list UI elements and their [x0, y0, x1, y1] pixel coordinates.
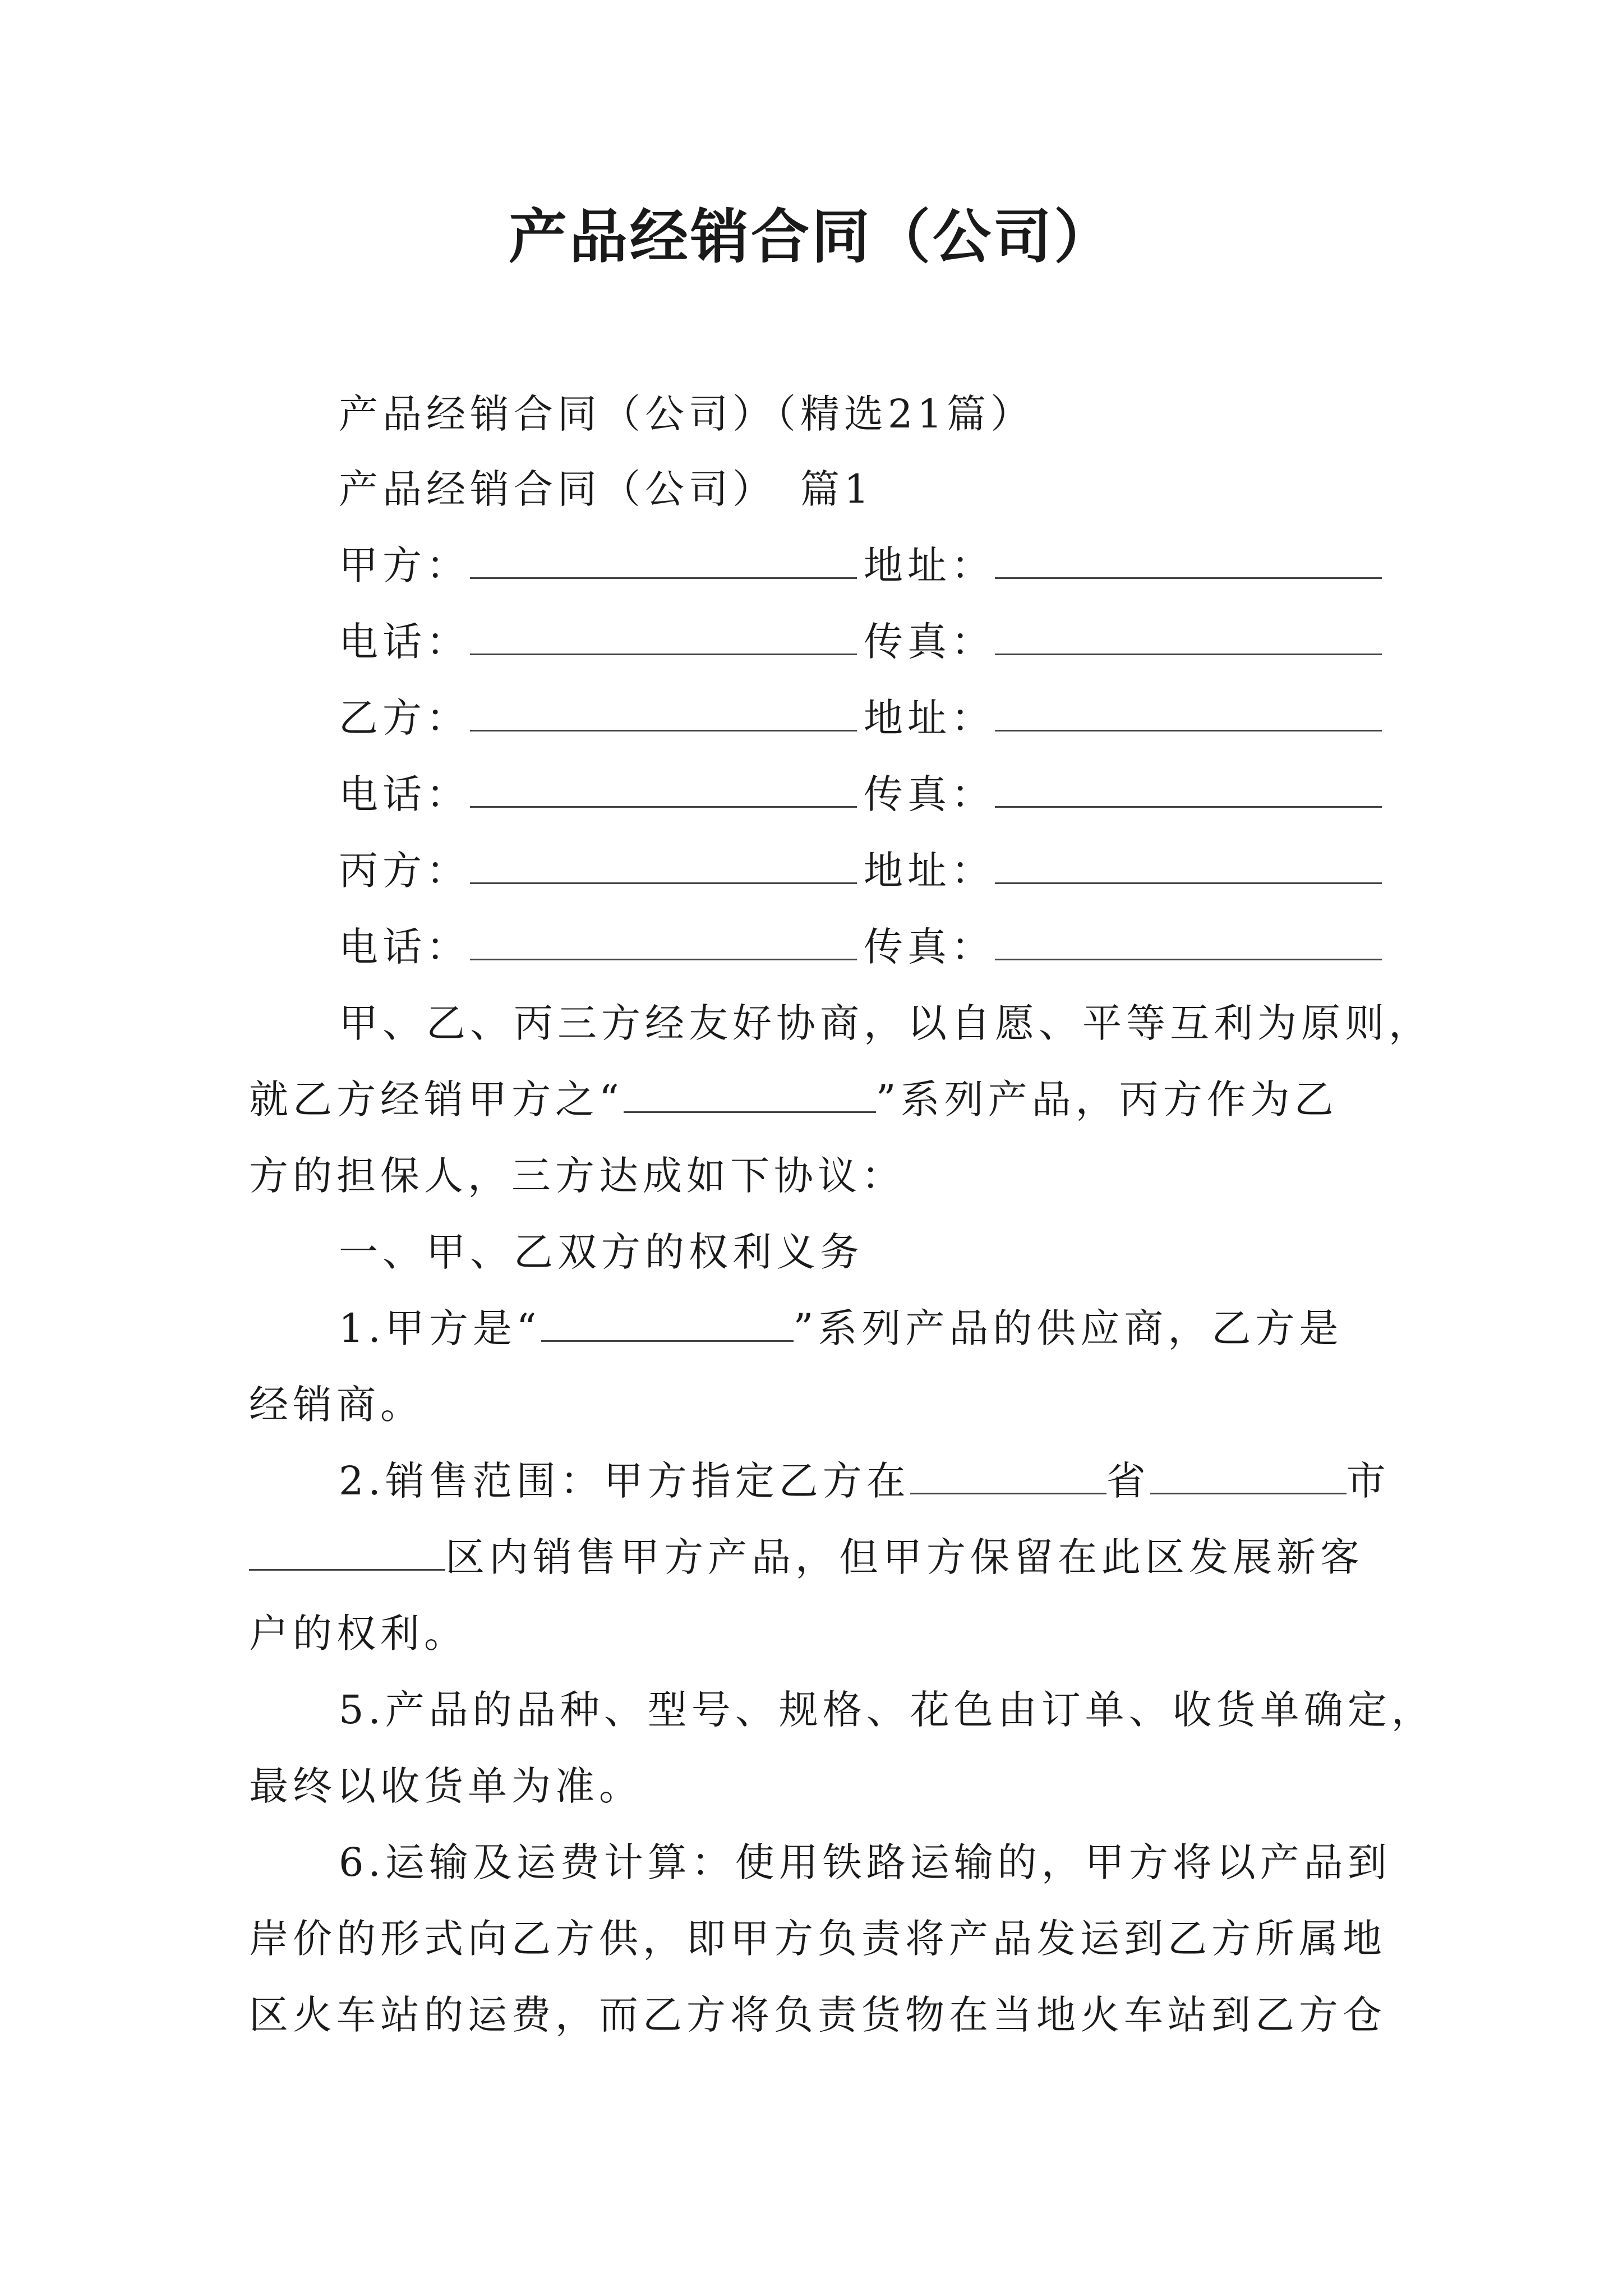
inline-text: 区内销售甲方产品，但甲方保留在此区发展新客: [445, 1534, 1364, 1580]
fax-field: [995, 771, 1382, 808]
product-series-field: [624, 1076, 876, 1113]
inline-text: 1.甲方是“: [339, 1305, 541, 1351]
address-field: [995, 695, 1382, 731]
phone-field: [470, 619, 857, 655]
inline-text: ”系列产品的供应商，乙方是: [793, 1305, 1343, 1351]
inline-text: 2.销售范围：甲方指定乙方在: [339, 1458, 910, 1504]
paragraph-line: 甲、乙、丙三方经友好协商，以自愿、平等互利为原则，: [339, 1000, 1432, 1046]
clause-line: 经销商。: [249, 1382, 424, 1428]
section-heading: 产品经销合同（公司） 篇1: [339, 466, 874, 512]
phone-field: [470, 924, 857, 960]
fax-row-yi: [864, 766, 1382, 822]
clause-line: 户的权利。: [249, 1611, 468, 1657]
inline-text: ”系列产品，丙方作为乙: [875, 1076, 1338, 1122]
clause-line: 区火车站的运费，而乙方将负责货物在当地火车站到乙方仓: [249, 1992, 1386, 2038]
fax-label: 传真：: [864, 924, 995, 970]
clause-line: 岸价的形式向乙方供，即甲方负责将产品发运到乙方所属地: [249, 1916, 1386, 1962]
document-title: 产品经销合同（公司）: [508, 202, 1114, 271]
party-name-field: [470, 695, 857, 731]
address-label: 地址：: [864, 695, 995, 741]
document-subtitle: 产品经销合同（公司）（精选21篇）: [339, 391, 1035, 437]
phone-row-bing: [339, 919, 857, 975]
party-label: 丙方：: [339, 848, 470, 894]
fax-label: 传真：: [864, 771, 995, 817]
fax-row-bing: [864, 919, 1382, 975]
address-label: 地址：: [864, 542, 995, 588]
party-name-field: [470, 848, 857, 884]
address-field: [995, 848, 1382, 884]
party-label: 甲方：: [339, 542, 470, 588]
party-name-field: [470, 542, 857, 579]
product-series-field: [541, 1305, 794, 1342]
clause-line: 6.运输及运费计算：使用铁路运输的，甲方将以产品到: [339, 1839, 1391, 1885]
address-row-yi: [864, 690, 1382, 746]
fax-field: [995, 619, 1382, 655]
clause-line: 最终以收货单为准。: [249, 1763, 643, 1809]
inline-text: 市: [1346, 1458, 1390, 1504]
party-row-yi: [339, 690, 857, 746]
clause-line: [339, 1300, 1343, 1356]
address-row-bing: [864, 843, 1382, 899]
fax-label: 传真：: [864, 619, 995, 665]
party-row-jia: [339, 537, 857, 593]
district-field: [249, 1534, 445, 1571]
address-label: 地址：: [864, 848, 995, 894]
fax-field: [995, 924, 1382, 960]
inline-text: 省: [1106, 1458, 1150, 1504]
phone-row-jia: [339, 614, 857, 670]
phone-label: 电话：: [339, 771, 470, 817]
phone-label: 电话：: [339, 924, 470, 970]
clause-line: [339, 1453, 1390, 1509]
paragraph-line: [249, 1071, 1338, 1128]
phone-field: [470, 771, 857, 808]
inline-text: 就乙方经销甲方之“: [249, 1076, 624, 1122]
phone-label: 电话：: [339, 619, 470, 665]
clause-line: [249, 1529, 1364, 1585]
paragraph-line: 方的担保人，三方达成如下协议：: [249, 1153, 905, 1199]
clause-heading: 一、甲、乙双方的权利义务: [339, 1229, 864, 1275]
phone-row-yi: [339, 766, 857, 822]
city-field: [1150, 1458, 1347, 1494]
address-field: [995, 542, 1382, 579]
clause-line: 5.产品的品种、型号、规格、花色由订单、收货单确定，: [339, 1687, 1435, 1733]
fax-row-jia: [864, 614, 1382, 670]
party-row-bing: [339, 843, 857, 899]
party-label: 乙方：: [339, 695, 470, 741]
address-row-jia: [864, 537, 1382, 593]
province-field: [910, 1458, 1106, 1494]
